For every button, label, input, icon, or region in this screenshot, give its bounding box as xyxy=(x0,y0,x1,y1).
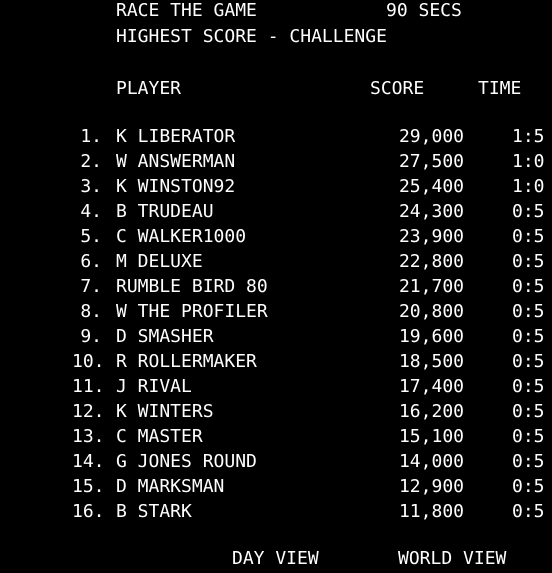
player-name-cell: R ROLLERMAKER xyxy=(116,351,257,372)
score-cell: 17,400 xyxy=(398,376,464,397)
table-row xyxy=(0,228,552,253)
score-cell: 29,000 xyxy=(398,126,464,147)
column-header-player: PLAYER xyxy=(116,78,182,99)
score-cell: 22,800 xyxy=(398,251,464,272)
table-row xyxy=(0,253,552,278)
rank-cell: 11. xyxy=(72,376,105,397)
player-name-cell: M DELUXE xyxy=(116,251,203,272)
table-row xyxy=(0,128,552,153)
rank-cell: 15. xyxy=(72,476,105,497)
time-cell: 0:5 xyxy=(512,426,545,447)
score-cell: 19,600 xyxy=(398,326,464,347)
table-row xyxy=(0,453,552,478)
world-view-button[interactable]: WORLD VIEW xyxy=(398,548,507,569)
score-cell: 23,900 xyxy=(398,226,464,247)
leaderboard-title: RACE THE GAME xyxy=(116,0,257,21)
rank-cell: 6. xyxy=(80,251,102,272)
rank-cell: 14. xyxy=(72,451,105,472)
time-cell: 1:5 xyxy=(512,126,545,147)
leaderboard-subtitle: HIGHEST SCORE - CHALLENGE xyxy=(116,26,387,47)
rank-cell: 12. xyxy=(72,401,105,422)
rank-cell: 2. xyxy=(80,151,102,172)
table-row xyxy=(0,178,552,203)
score-cell: 24,300 xyxy=(398,201,464,222)
time-cell: 0:5 xyxy=(512,476,545,497)
score-cell: 12,900 xyxy=(398,476,464,497)
time-cell: 0:5 xyxy=(512,226,545,247)
table-row xyxy=(0,303,552,328)
score-cell: 18,500 xyxy=(398,351,464,372)
time-cell: 0:5 xyxy=(512,451,545,472)
score-cell: 25,400 xyxy=(398,176,464,197)
player-name-cell: K WINTERS xyxy=(116,401,214,422)
score-cell: 14,000 xyxy=(398,451,464,472)
player-name-cell: G JONES ROUND xyxy=(116,451,257,472)
time-cell: 0:5 xyxy=(512,301,545,322)
rank-cell: 1. xyxy=(80,126,102,147)
score-cell: 20,800 xyxy=(398,301,464,322)
score-cell: 27,500 xyxy=(398,151,464,172)
time-cell: 1:0 xyxy=(512,176,545,197)
column-header-time: TIME xyxy=(478,78,522,99)
time-limit-label: 90 SECS xyxy=(386,0,462,21)
score-cell: 21,700 xyxy=(398,276,464,297)
rank-cell: 5. xyxy=(80,226,102,247)
table-row xyxy=(0,153,552,178)
rank-cell: 3. xyxy=(80,176,102,197)
player-name-cell: W ANSWERMAN xyxy=(116,151,236,172)
time-cell: 0:5 xyxy=(512,351,545,372)
rank-cell: 4. xyxy=(80,201,102,222)
player-name-cell: RUMBLE BIRD 80 xyxy=(116,276,268,297)
player-name-cell: B TRUDEAU xyxy=(116,201,214,222)
player-name-cell: C MASTER xyxy=(116,426,203,447)
score-cell: 11,800 xyxy=(398,501,464,522)
time-cell: 1:0 xyxy=(512,151,545,172)
table-row xyxy=(0,328,552,353)
player-name-cell: B STARK xyxy=(116,501,192,522)
score-cell: 15,100 xyxy=(398,426,464,447)
table-row xyxy=(0,503,552,528)
table-row xyxy=(0,353,552,378)
time-cell: 0:5 xyxy=(512,201,545,222)
player-name-cell: K WINSTON92 xyxy=(116,176,236,197)
time-cell: 0:5 xyxy=(512,501,545,522)
time-cell: 0:5 xyxy=(512,276,545,297)
table-row xyxy=(0,203,552,228)
rank-cell: 9. xyxy=(80,326,102,347)
time-cell: 0:5 xyxy=(512,251,545,272)
time-cell: 0:5 xyxy=(512,401,545,422)
time-cell: 0:5 xyxy=(512,326,545,347)
table-row xyxy=(0,428,552,453)
rank-cell: 16. xyxy=(72,501,105,522)
table-row xyxy=(0,278,552,303)
score-cell: 16,200 xyxy=(398,401,464,422)
day-view-button[interactable]: DAY VIEW xyxy=(232,548,319,569)
leaderboard-table xyxy=(0,128,552,528)
table-row xyxy=(0,403,552,428)
time-cell: 0:5 xyxy=(512,376,545,397)
player-name-cell: J RIVAL xyxy=(116,376,192,397)
table-row xyxy=(0,478,552,503)
table-row xyxy=(0,378,552,403)
player-name-cell: C WALKER1000 xyxy=(116,226,247,247)
rank-cell: 13. xyxy=(72,426,105,447)
player-name-cell: D SMASHER xyxy=(116,326,214,347)
rank-cell: 10. xyxy=(72,351,105,372)
rank-cell: 7. xyxy=(80,276,102,297)
rank-cell: 8. xyxy=(80,301,102,322)
player-name-cell: K LIBERATOR xyxy=(116,126,236,147)
player-name-cell: D MARKSMAN xyxy=(116,476,225,497)
column-header-score: SCORE xyxy=(370,78,425,99)
player-name-cell: W THE PROFILER xyxy=(116,301,268,322)
